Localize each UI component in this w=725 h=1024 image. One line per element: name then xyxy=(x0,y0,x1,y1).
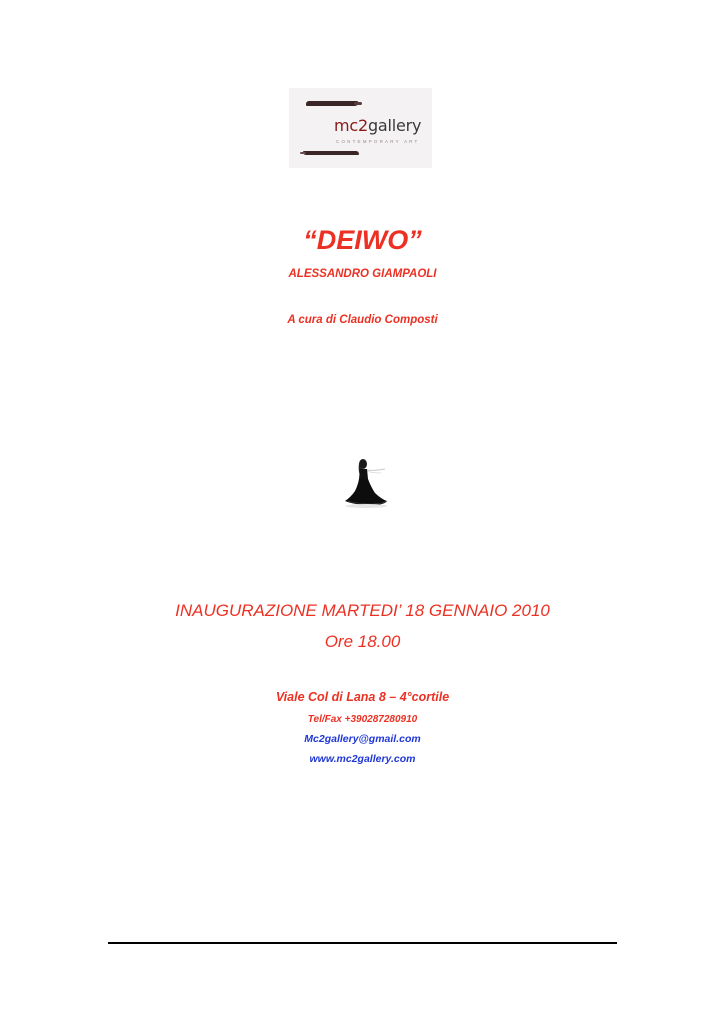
logo-wordmark-suffix: gallery xyxy=(367,116,422,135)
logo-wordmark xyxy=(334,116,421,135)
logo-brush-stroke-bottom xyxy=(303,151,359,155)
footer-divider xyxy=(108,942,617,944)
logo-wordmark-prefix: mc2 xyxy=(334,116,368,135)
artwork-image xyxy=(341,457,389,513)
artist-name: ALESSANDRO GIAMPAOLI xyxy=(288,268,437,280)
gallery-logo xyxy=(289,88,432,168)
gallery-address: Viale Col di Lana 8 – 4°cortile xyxy=(275,690,450,704)
opening-time: Ore 18.00 xyxy=(324,632,401,651)
gallery-email-link[interactable]: Mc2gallery@gmail.com xyxy=(304,733,421,745)
logo-brush-stroke-top xyxy=(306,101,358,106)
opening-date: INAUGURAZIONE MARTEDI’ 18 GENNAIO 2010 xyxy=(175,601,550,620)
gallery-website-link[interactable]: www.mc2gallery.com xyxy=(309,753,416,765)
curator-credit: A cura di Claudio Composti xyxy=(287,314,438,326)
logo-tagline: CONTEMPORARY ART xyxy=(336,139,420,144)
exhibition-title: “DEIWO” xyxy=(303,225,422,255)
gallery-phone: Tel/Fax +390287280910 xyxy=(307,714,418,725)
